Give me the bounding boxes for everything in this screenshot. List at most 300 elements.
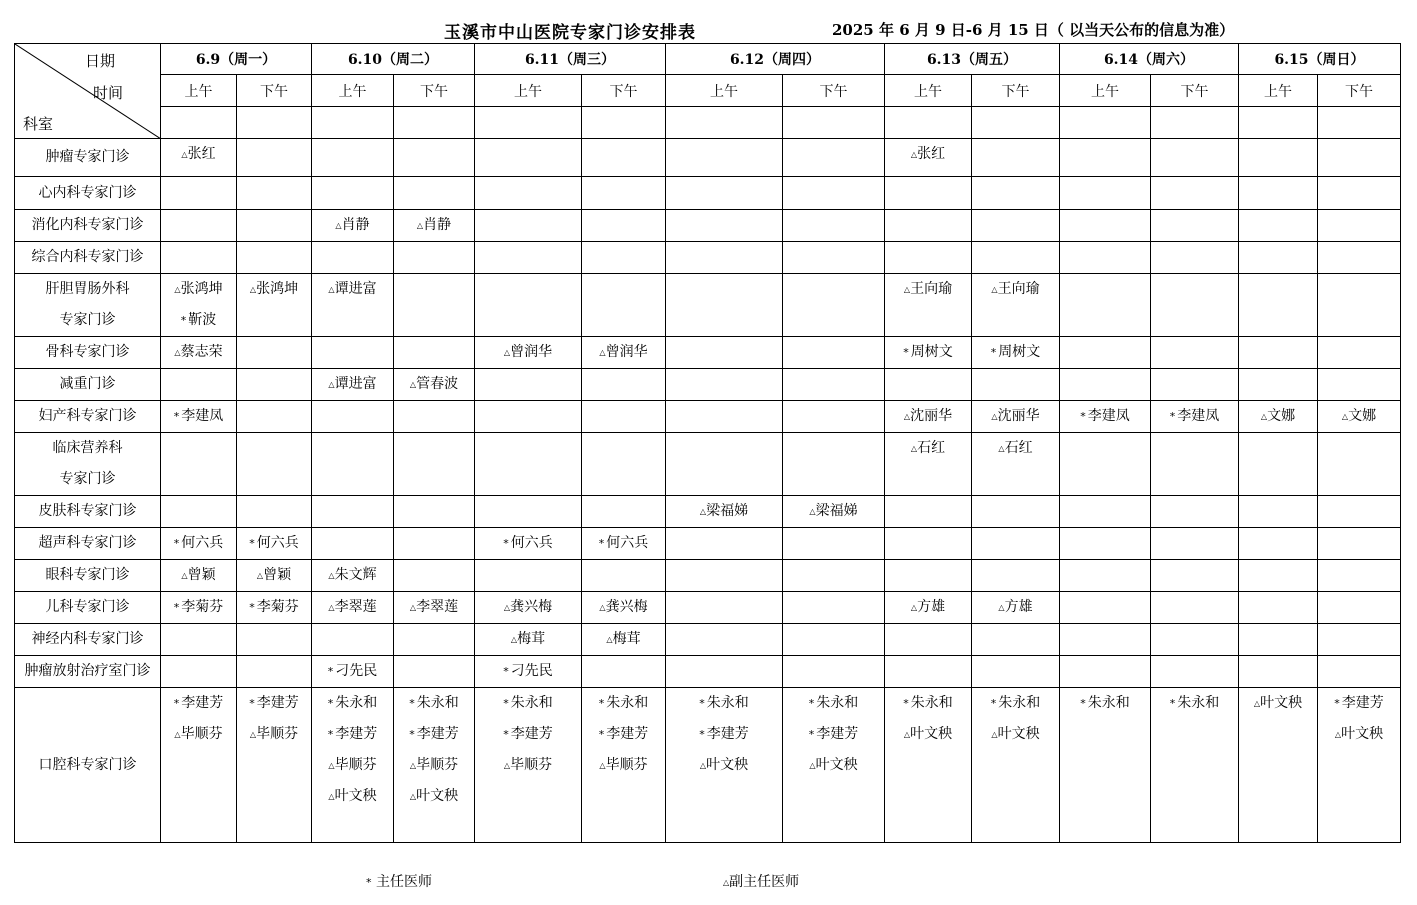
doctor-name: 曾润华 — [510, 344, 553, 360]
schedule-cell — [972, 139, 1060, 177]
doctor-entry — [475, 688, 581, 719]
schedule-cell — [161, 624, 237, 656]
blank-cell — [312, 107, 394, 139]
doctor-name: 李建芳 — [256, 695, 299, 711]
chief-marker: * — [173, 697, 180, 710]
schedule-cell — [237, 177, 312, 210]
chief-marker: * — [1334, 697, 1340, 710]
doctor-name: 李建凤 — [1177, 408, 1220, 424]
deputy-chief-marker: △ — [409, 603, 417, 612]
chief-marker: * — [173, 537, 180, 550]
chief-marker: * — [1080, 410, 1086, 423]
doctor-name: 李翠莲 — [334, 599, 377, 615]
schedule-cell — [394, 560, 475, 592]
pm-header: 下午 — [783, 75, 885, 107]
doctor-entry — [783, 719, 884, 750]
department-name — [15, 624, 161, 656]
date-range: 2025 年 6 月 9 日-6 月 15 日（ 以当天公布的信息为准） — [832, 21, 1235, 39]
doctor-name: 张鸿坤 — [256, 281, 299, 297]
doctor-name: 何六兵 — [256, 535, 299, 551]
schedule-cell — [237, 592, 312, 624]
schedule-cell — [1318, 242, 1401, 274]
header — [0, 18, 1417, 42]
doctor-name: 毕顺芬 — [180, 726, 223, 742]
schedule-cell — [1060, 656, 1151, 688]
doctor-entry — [666, 750, 782, 781]
chief-marker: * — [249, 537, 255, 550]
doctor-name: 李建芳 — [416, 726, 459, 742]
schedule-cell — [394, 624, 475, 656]
doctor-entry — [885, 337, 971, 368]
doctor-entry — [161, 560, 236, 591]
chief-marker: * — [903, 697, 909, 710]
schedule-cell — [666, 210, 783, 242]
chief-marker: * — [808, 697, 815, 710]
blank-cell — [972, 107, 1060, 139]
deputy-chief-marker: △ — [998, 444, 1005, 453]
blank-cell — [237, 107, 312, 139]
schedule-cell — [475, 624, 582, 656]
blank-cell — [394, 107, 475, 139]
department-name — [15, 592, 161, 624]
table-row — [15, 592, 1401, 624]
am-header: 上午 — [1060, 75, 1151, 107]
doctor-name: 方雄 — [1004, 599, 1033, 615]
doctor-name: 李建凤 — [181, 408, 224, 424]
schedule-cell — [885, 242, 972, 274]
schedule-cell — [972, 242, 1060, 274]
pm-header: 下午 — [1318, 75, 1401, 107]
deputy-chief-marker: △ — [328, 285, 335, 294]
doctor-name: 龚兴梅 — [605, 599, 648, 615]
doctor-entry — [161, 592, 236, 623]
chief-marker: * — [366, 876, 372, 889]
doctor-entry — [972, 337, 1059, 368]
doctor-name: 朱永和 — [816, 695, 859, 711]
schedule-cell — [582, 656, 666, 688]
schedule-cell — [1151, 688, 1239, 843]
blank-cell — [1060, 107, 1151, 139]
table-row — [15, 210, 1401, 242]
schedule-cell — [312, 210, 394, 242]
schedule-cell — [1318, 560, 1401, 592]
doctor-entry — [1151, 688, 1238, 719]
schedule-cell — [475, 656, 582, 688]
schedule-cell — [972, 592, 1060, 624]
schedule-cell — [783, 337, 885, 369]
table-row — [15, 656, 1401, 688]
schedule-cell — [885, 433, 972, 496]
doctor-entry — [237, 560, 311, 591]
deputy-chief-marker: △ — [699, 761, 707, 770]
schedule-cell — [475, 592, 582, 624]
doctor-name: 朱永和 — [1087, 695, 1130, 711]
doctor-entry — [237, 274, 311, 305]
deputy-chief-marker: △ — [503, 761, 511, 770]
day-header: 6.12（周四） — [666, 44, 885, 75]
schedule-cell — [237, 401, 312, 433]
chief-marker: * — [1169, 410, 1176, 423]
schedule-cell — [394, 210, 475, 242]
deputy-chief-marker: △ — [1260, 412, 1268, 421]
doctor-entry — [1318, 688, 1400, 719]
department-label: 儿科专家门诊 — [45, 599, 130, 615]
department-name — [15, 528, 161, 560]
schedule-cell — [161, 242, 237, 274]
doctor-name: 曾润华 — [605, 344, 648, 360]
schedule-cell — [237, 369, 312, 401]
schedule-cell — [666, 433, 783, 496]
schedule-cell — [1239, 274, 1318, 337]
doctor-entry — [394, 592, 474, 623]
blank-cell — [161, 107, 237, 139]
schedule-cell — [1239, 624, 1318, 656]
blank-cell — [783, 107, 885, 139]
department-label: 肝胆胃肠外科 — [45, 281, 130, 297]
schedule-cell — [1318, 177, 1401, 210]
doctor-entry — [582, 688, 665, 719]
doctor-entry — [972, 592, 1059, 623]
schedule-cell — [972, 177, 1060, 210]
schedule-cell — [666, 688, 783, 843]
schedule-cell — [1239, 433, 1318, 496]
schedule-cell — [1318, 337, 1401, 369]
schedule-cell — [783, 369, 885, 401]
schedule-cell — [161, 528, 237, 560]
doctor-entry — [582, 528, 665, 559]
doctor-entry — [161, 274, 236, 305]
deputy-chief-marker: △ — [174, 285, 181, 294]
doctor-entry — [885, 401, 971, 432]
doctor-name: 梁福娣 — [706, 503, 749, 519]
doctor-entry — [582, 624, 665, 655]
doctor-name: 李建芳 — [1341, 695, 1384, 711]
schedule-cell — [312, 177, 394, 210]
doctor-name: 谭进富 — [334, 281, 377, 297]
schedule-cell — [1239, 177, 1318, 210]
am-header: 上午 — [885, 75, 972, 107]
deputy-chief-marker: △ — [991, 412, 998, 421]
schedule-cell — [666, 369, 783, 401]
schedule-table — [14, 43, 1401, 843]
schedule-cell — [1151, 274, 1239, 337]
schedule-cell — [237, 139, 312, 177]
schedule-cell — [885, 560, 972, 592]
schedule-cell — [394, 433, 475, 496]
schedule-cell — [237, 242, 312, 274]
schedule-cell — [161, 433, 237, 496]
schedule-cell — [783, 656, 885, 688]
department-label: 骨科专家门诊 — [45, 344, 130, 360]
schedule-cell — [1151, 139, 1239, 177]
deputy-chief-marker: △ — [510, 635, 518, 644]
schedule-cell — [1151, 369, 1239, 401]
deputy-chief-marker: △ — [328, 380, 335, 389]
blank-cell — [1151, 107, 1239, 139]
schedule-cell — [666, 560, 783, 592]
schedule-cell — [475, 274, 582, 337]
doctor-name: 叶文秧 — [997, 726, 1040, 742]
chief-marker: * — [699, 728, 705, 741]
schedule-cell — [237, 560, 312, 592]
deputy-chief-marker: △ — [809, 761, 816, 770]
am-header: 上午 — [475, 75, 582, 107]
schedule-cell — [1318, 624, 1401, 656]
doctor-entry — [783, 688, 884, 719]
schedule-cell — [1060, 337, 1151, 369]
doctor-entry — [312, 274, 393, 305]
schedule-cell — [1060, 560, 1151, 592]
doctor-entry — [972, 401, 1059, 432]
am-header: 上午 — [1239, 75, 1318, 107]
chief-marker: * — [180, 314, 187, 327]
table-row — [15, 433, 1401, 496]
schedule-cell — [1151, 242, 1239, 274]
schedule-cell — [1060, 624, 1151, 656]
deputy-chief-marker: △ — [809, 507, 816, 516]
doctor-name: 石红 — [1004, 440, 1033, 456]
schedule-cell — [1060, 496, 1151, 528]
doctor-name: 李建芳 — [181, 695, 224, 711]
deputy-chief-marker: △ — [328, 571, 335, 580]
chief-marker: * — [249, 697, 255, 710]
blank-cell — [475, 107, 582, 139]
schedule-cell — [582, 560, 666, 592]
schedule-cell — [885, 624, 972, 656]
schedule-cell — [312, 528, 394, 560]
doctor-name: 靳波 — [188, 312, 217, 328]
doctor-name: 张鸿坤 — [180, 281, 223, 297]
doctor-name: 文娜 — [1348, 408, 1377, 424]
chief-marker: * — [808, 728, 815, 741]
doctor-entry — [312, 369, 393, 400]
blank-cell — [885, 107, 972, 139]
corner-dept-label: 科室 — [23, 115, 54, 133]
schedule-cell — [1060, 139, 1151, 177]
doctor-name: 李建芳 — [335, 726, 378, 742]
doctor-entry — [582, 750, 665, 781]
schedule-cell — [885, 177, 972, 210]
schedule-cell — [1239, 592, 1318, 624]
schedule-cell — [394, 401, 475, 433]
doctor-name: 叶文秧 — [1260, 695, 1303, 711]
schedule-cell — [666, 624, 783, 656]
schedule-cell — [666, 274, 783, 337]
doctor-name: 叶文秧 — [334, 788, 377, 804]
chief-marker: * — [327, 697, 334, 710]
department-name — [15, 401, 161, 433]
doctor-name: 沈丽华 — [997, 408, 1040, 424]
doctor-name: 梅茸 — [517, 631, 546, 647]
table-row — [15, 337, 1401, 369]
doctor-name: 何六兵 — [606, 535, 649, 551]
department-name — [15, 560, 161, 592]
doctor-entry — [582, 592, 665, 623]
schedule-cell — [394, 242, 475, 274]
deputy-chief-marker: △ — [328, 792, 335, 801]
schedule-cell — [582, 337, 666, 369]
doctor-entry — [161, 528, 236, 559]
schedule-cell — [1318, 274, 1401, 337]
doctor-entry — [237, 688, 311, 719]
doctor-name: 沈丽华 — [910, 408, 953, 424]
schedule-cell — [972, 496, 1060, 528]
department-name — [15, 433, 161, 496]
doctor-entry — [972, 274, 1059, 305]
table-row — [15, 624, 1401, 656]
doctor-entry — [312, 719, 393, 750]
doctor-entry — [885, 139, 971, 170]
blank-cell — [582, 107, 666, 139]
doctor-entry — [666, 719, 782, 750]
doctor-name: 肖静 — [423, 217, 452, 233]
schedule-cell — [237, 496, 312, 528]
department-name — [15, 139, 161, 177]
schedule-cell — [1151, 337, 1239, 369]
deputy-marker: △ — [723, 878, 730, 887]
schedule-cell — [1239, 337, 1318, 369]
table-row — [15, 139, 1401, 177]
schedule-cell — [312, 369, 394, 401]
schedule-cell — [312, 242, 394, 274]
schedule-cell — [237, 210, 312, 242]
schedule-cell — [1151, 656, 1239, 688]
schedule-cell — [394, 369, 475, 401]
schedule-cell — [312, 401, 394, 433]
doctor-entry — [394, 210, 474, 241]
doctor-entry — [475, 656, 581, 687]
doctor-name: 毕顺芬 — [334, 757, 377, 773]
schedule-cell — [394, 139, 475, 177]
deputy-chief-marker: △ — [910, 444, 918, 453]
doctor-name: 叶文秧 — [1341, 726, 1384, 742]
schedule-cell — [972, 528, 1060, 560]
schedule-cell — [666, 528, 783, 560]
day-header: 6.14（周六） — [1060, 44, 1239, 75]
schedule-cell — [1151, 624, 1239, 656]
department-label: 临床营养科 — [52, 440, 123, 456]
doctor-entry — [783, 750, 884, 781]
schedule-cell — [394, 496, 475, 528]
deputy-chief-marker: △ — [599, 603, 606, 612]
schedule-cell — [475, 210, 582, 242]
doctor-name: 张红 — [917, 146, 946, 162]
day-header: 6.9（周一） — [161, 44, 312, 75]
deputy-legend-text: 副主任医师 — [729, 874, 800, 890]
schedule-cell — [972, 274, 1060, 337]
schedule-cell — [582, 624, 666, 656]
department-name — [15, 274, 161, 337]
deputy-chief-marker: △ — [249, 285, 257, 294]
schedule-cell — [475, 337, 582, 369]
schedule-cell — [783, 496, 885, 528]
department-label: 神经内科专家门诊 — [31, 631, 144, 647]
schedule-cell — [161, 560, 237, 592]
schedule-cell — [161, 210, 237, 242]
pm-header: 下午 — [582, 75, 666, 107]
schedule-cell — [885, 139, 972, 177]
doctor-entry — [312, 781, 393, 812]
schedule-cell — [161, 401, 237, 433]
schedule-cell — [312, 560, 394, 592]
doctor-entry — [475, 719, 581, 750]
schedule-cell — [783, 210, 885, 242]
doctor-name: 梁福娣 — [815, 503, 858, 519]
doctor-entry — [312, 592, 393, 623]
doctor-entry — [312, 688, 393, 719]
pm-header: 下午 — [237, 75, 312, 107]
schedule-cell — [161, 274, 237, 337]
schedule-cell — [783, 688, 885, 843]
chief-marker: * — [990, 697, 997, 710]
doctor-name: 蔡志荣 — [180, 344, 223, 360]
schedule-cell — [666, 242, 783, 274]
doctor-name: 李菊芬 — [181, 599, 224, 615]
doctor-name: 方雄 — [917, 599, 946, 615]
schedule-cell — [582, 210, 666, 242]
table-row — [15, 496, 1401, 528]
doctor-name: 谭进富 — [334, 376, 377, 392]
schedule-cell — [1239, 656, 1318, 688]
am-header: 上午 — [161, 75, 237, 107]
schedule-cell — [394, 274, 475, 337]
schedule-cell — [394, 337, 475, 369]
schedule-cell — [885, 369, 972, 401]
chief-marker: * — [1080, 697, 1086, 710]
schedule-cell — [972, 656, 1060, 688]
doctor-entry — [475, 528, 581, 559]
schedule-cell — [1239, 242, 1318, 274]
schedule-cell — [1318, 496, 1401, 528]
doctor-entry — [666, 688, 782, 719]
department-name — [15, 496, 161, 528]
am-header: 上午 — [666, 75, 783, 107]
doctor-entry — [1060, 688, 1150, 719]
doctor-name: 曾颖 — [263, 567, 292, 583]
table-row — [15, 560, 1401, 592]
deputy-chief-marker: △ — [328, 761, 335, 770]
schedule-cell — [312, 433, 394, 496]
doctor-name: 石红 — [917, 440, 946, 456]
schedule-cell — [237, 656, 312, 688]
deputy-chief-marker: △ — [599, 348, 606, 357]
doctor-entry — [394, 688, 474, 719]
page-title: 玉溪市中山医院专家门诊安排表 — [444, 23, 696, 43]
doctor-name: 朱永和 — [606, 695, 649, 711]
schedule-cell — [475, 433, 582, 496]
schedule-cell — [1151, 528, 1239, 560]
doctor-name: 李翠莲 — [416, 599, 459, 615]
doctor-entry — [1239, 401, 1317, 432]
corner-header — [15, 44, 161, 139]
doctor-name: 朱永和 — [510, 695, 553, 711]
schedule-cell — [1060, 369, 1151, 401]
schedule-cell — [885, 656, 972, 688]
deputy-chief-marker: △ — [416, 221, 424, 230]
deputy-chief-marker: △ — [256, 571, 264, 580]
deputy-chief-marker: △ — [606, 635, 613, 644]
chief-marker: * — [503, 697, 509, 710]
schedule-cell — [582, 401, 666, 433]
chief-marker: * — [173, 410, 180, 423]
schedule-cell — [885, 210, 972, 242]
schedule-cell — [1060, 401, 1151, 433]
schedule-cell — [666, 401, 783, 433]
schedule-cell — [1151, 496, 1239, 528]
schedule-cell — [783, 242, 885, 274]
am-header: 上午 — [312, 75, 394, 107]
doctor-name: 梅茸 — [612, 631, 641, 647]
